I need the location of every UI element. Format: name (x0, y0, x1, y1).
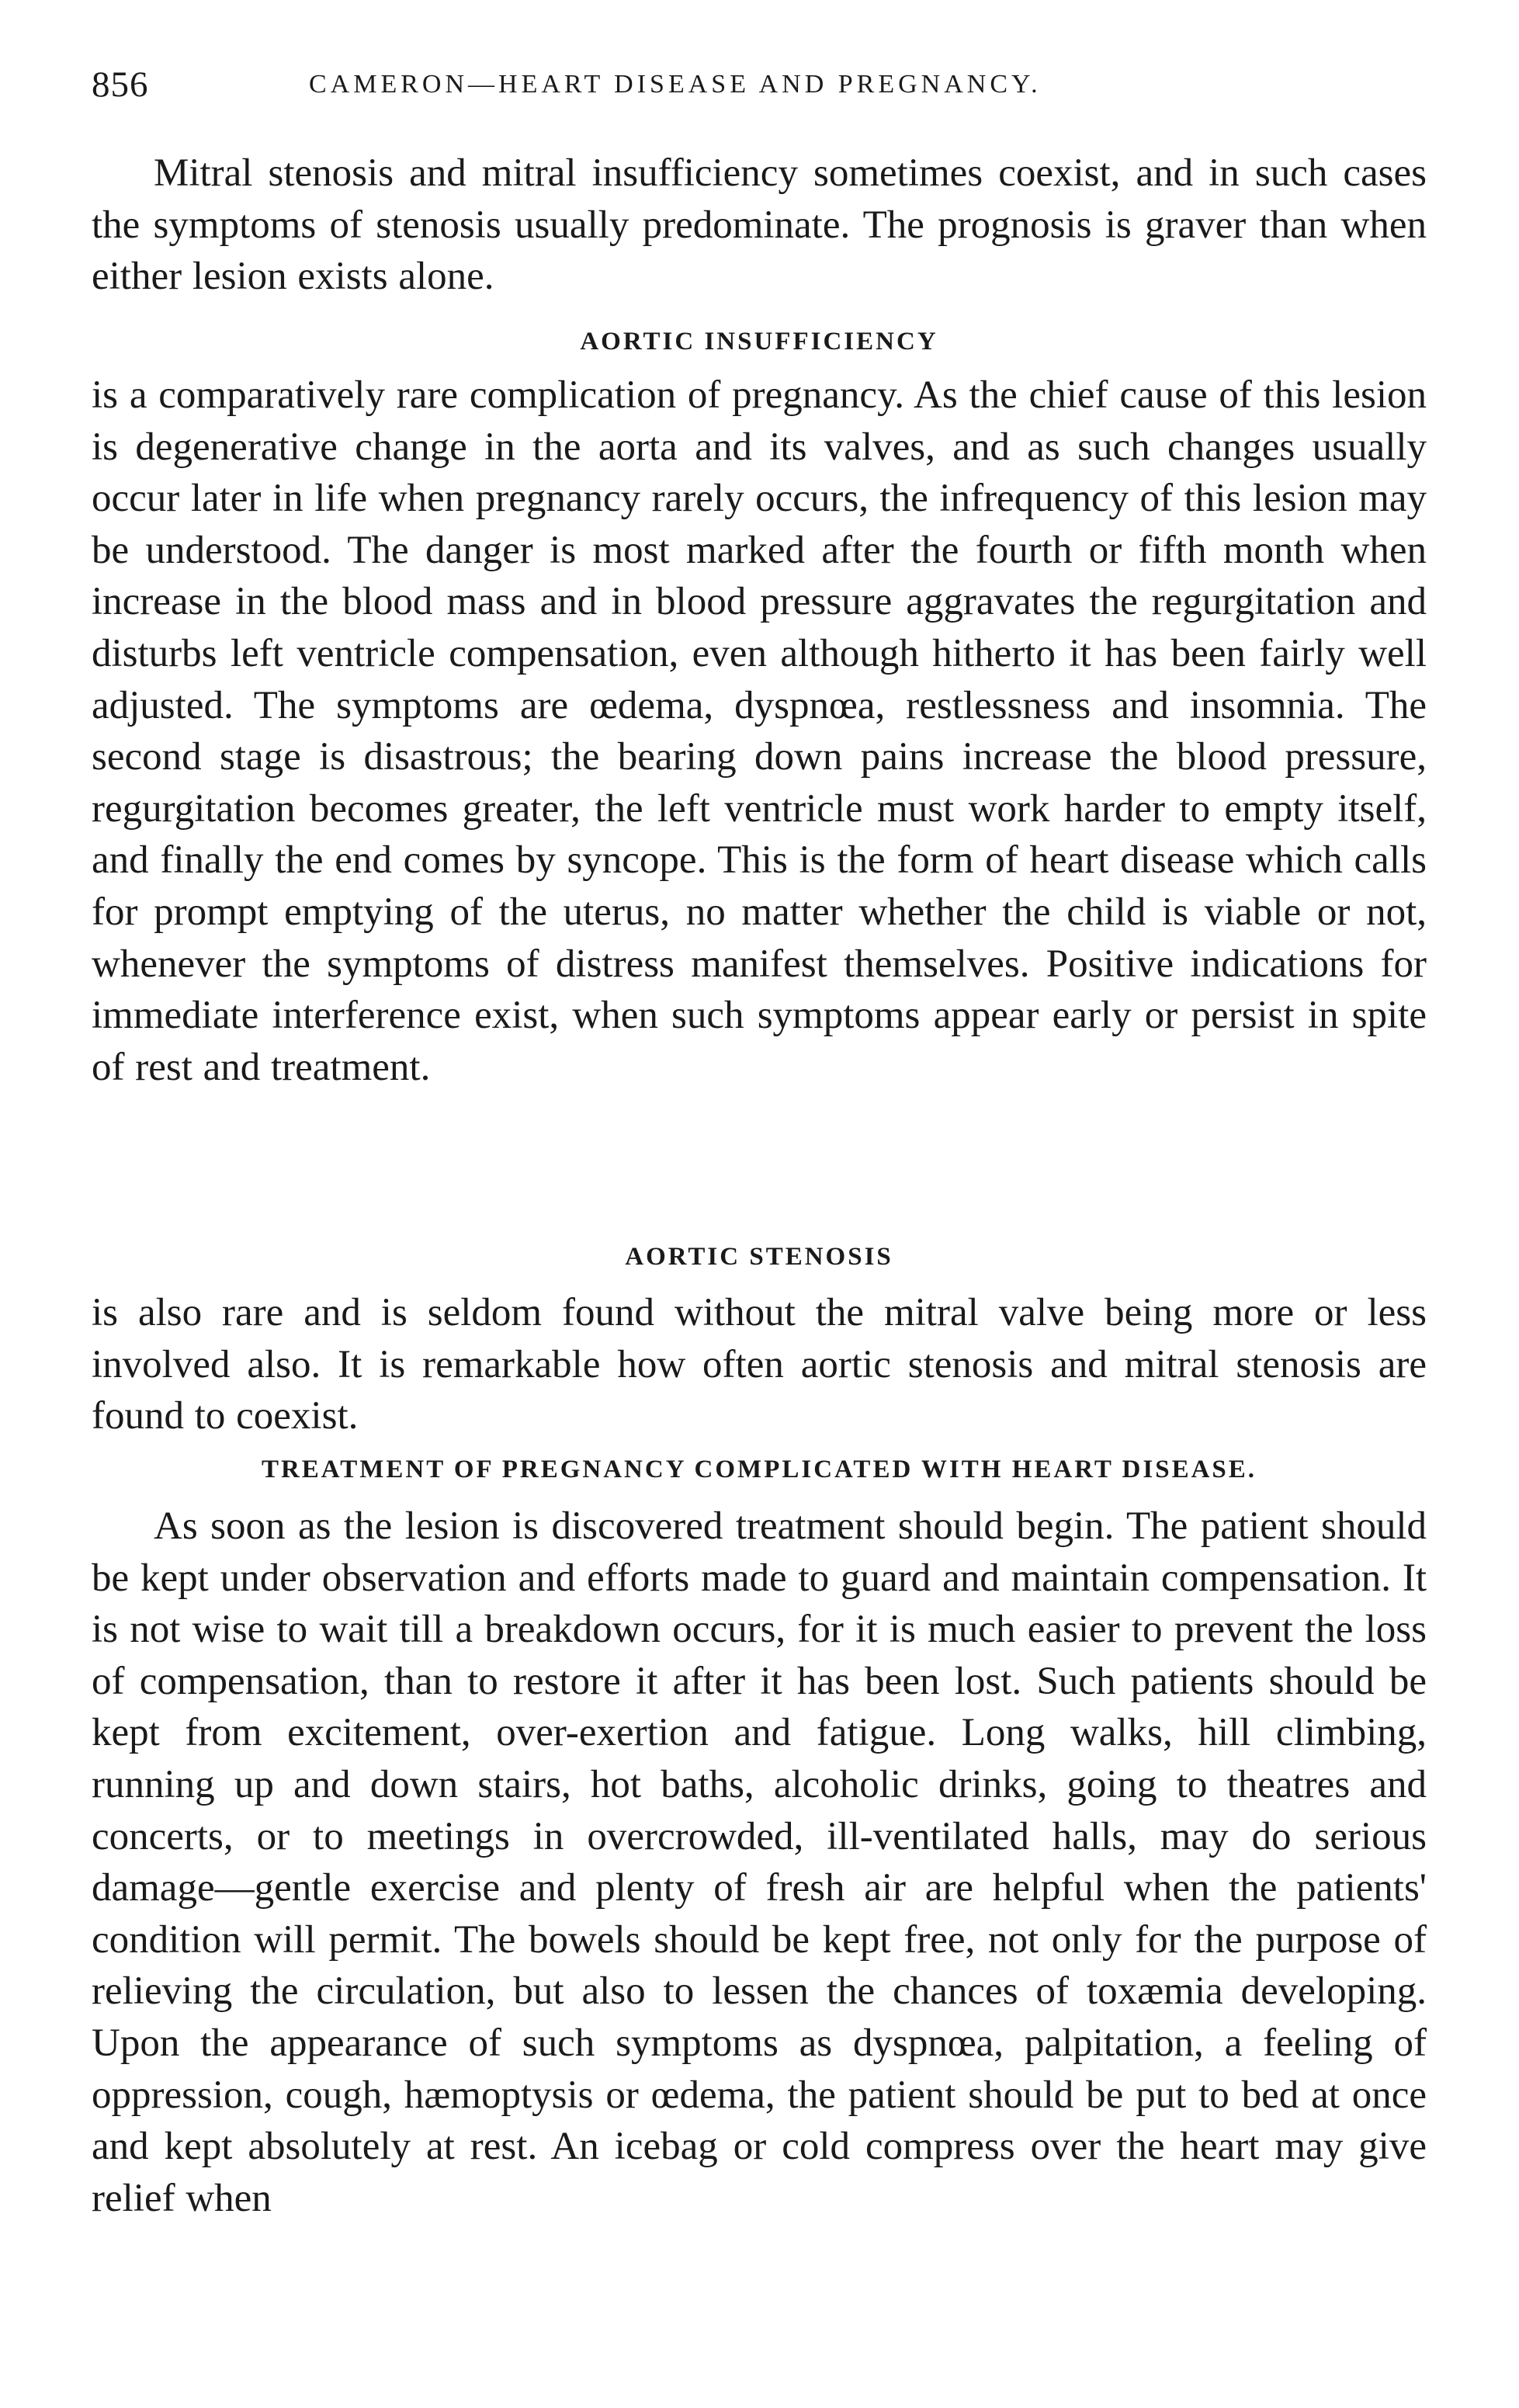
page-number: 856 (92, 64, 149, 105)
mitral-coexist-section (92, 147, 1427, 303)
aortic-stenosis-paragraph: is also rare and is seldom found without the mitral valve being more or less involved also. It is remarkable how often aortic stenosis and mitral stenosis are found to coexist. (92, 1291, 1427, 1438)
treatment-section (92, 1501, 1427, 2224)
aortic-insufficiency-paragraph: is a comparatively rare complication of pregnancy. As the chief cause of this lesion is degenerative change in the aorta and its valves, and as such changes usually occur later in life when pregnancy rarely occurs, the infrequency of this lesion may be understood. The danger is most marked after the fourth or fifth month when increase in the blood mass and in blood pressure aggravates the regurgitation and disturbs left ventricle compensation, even although hitherto it has been fairly well adjusted. The symptoms are œdema, dyspnœa, restlessness and insomnia. The second stage is disastrous; the bearing down pains increase the blood pressure, regurgitation becomes greater, the left ventricle must work harder to empty itself, and finally the end comes by syncope. This is the form of heart disease which calls for prompt emptying of the uterus, no matter whether the child is viable or not, whenever the symptoms of distress manifest themselves. Positive indications for immediate interference exist, when such symptoms appear early or persist in spite of rest and treatment. (92, 373, 1427, 1089)
aortic-stenosis-heading-wrap (92, 1232, 1427, 1282)
aortic-insufficiency-heading-wrap (92, 317, 1427, 366)
aortic-insufficiency-section (92, 370, 1427, 1093)
aortic-stenosis-section (92, 1287, 1427, 1442)
aortic-insufficiency-heading: AORTIC INSUFFICIENCY (580, 328, 938, 356)
mitral-coexist-paragraph: Mitral stenosis and mitral insufficiency sometimes coexist, and in such cases the symptoms of stenosis usually predominate. The prognosis is graver than when either lesion exists alone. (92, 151, 1427, 299)
treatment-heading-wrap (92, 1445, 1427, 1494)
aortic-stenosis-heading: AORTIC STENOSIS (625, 1243, 893, 1271)
treatment-paragraph: As soon as the lesion is discovered treatment should begin. The patient should be kept under observation and efforts made to guard and maintain compensation. It is not wise to wait till a breakdown occurs, for it is much easier to prevent the loss of compensation, than to restore it after it has been lost. Such patients should be kept from excitement, over-exertion and fatigue. Long walks, hill climbing, running up and down stairs, hot baths, alcoholic drinks, going to theatres and concerts, or to meetings in overcrowded, ill-ventilated halls, may do serious damage—gentle exercise and plenty of fresh air are helpful when the patients' condition will permit. The bowels should be kept free, not only for the purpose of relieving the circulation, but also to lessen the chances of toxæmia developing. Upon the appearance of such symptoms as dyspnœa, palpitation, a feeling of oppression, cough, hæmoptysis or œdema, the patient should be put to bed at once and kept absolutely at rest. An icebag or cold compress over the heart may give relief when (92, 1504, 1427, 2220)
running-head (92, 64, 1434, 110)
running-head-title: CAMERON—HEART DISEASE AND PREGNANCY. (309, 70, 1042, 99)
treatment-heading: TREATMENT OF PREGNANCY COMPLICATED WITH HEART DISEASE. (261, 1456, 1257, 1483)
